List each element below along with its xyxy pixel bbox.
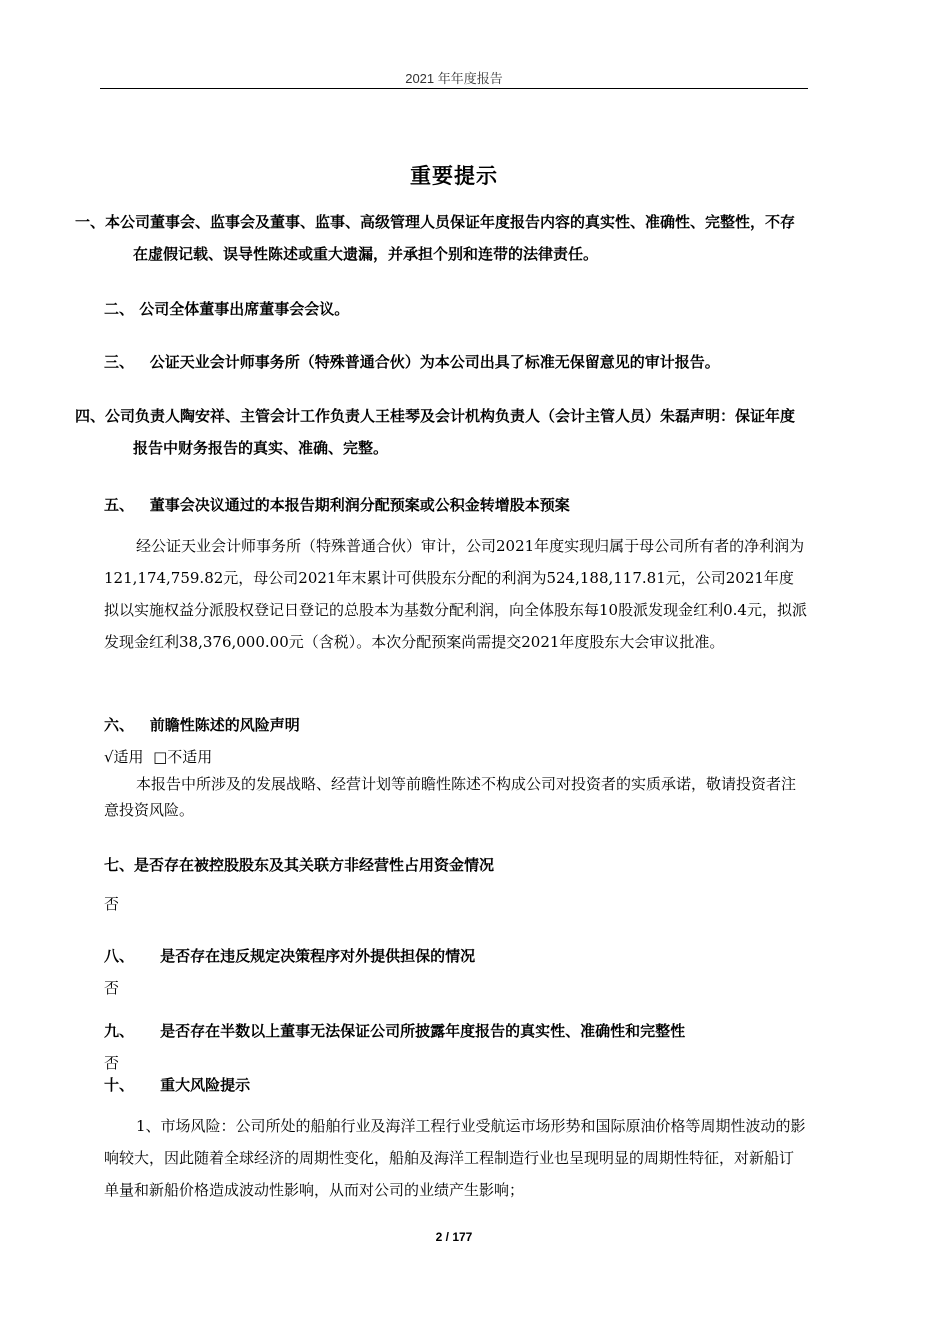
section-6-text: 前瞻性陈述的风险声明 bbox=[149, 716, 300, 734]
page-title: 重要提示 bbox=[410, 163, 498, 188]
section-6-number: 六、 bbox=[104, 716, 135, 734]
section-1-number: 一、 bbox=[75, 213, 106, 231]
section-7-number: 七、 bbox=[104, 856, 135, 874]
section-10-text: 重大风险提示 bbox=[160, 1076, 251, 1094]
section-7-text: 是否存在被控股股东及其关联方非经营性占用资金情况 bbox=[134, 856, 495, 874]
section-8-text: 是否存在违反规定决策程序对外提供担保的情况 bbox=[160, 947, 476, 965]
section-8-answer: 否 bbox=[104, 979, 120, 997]
section-5-number: 五、 bbox=[104, 496, 135, 514]
section-2-text: 公司全体董事出席董事会会议。 bbox=[139, 300, 350, 318]
section-5-text: 董事会决议通过的本报告期利润分配预案或公积金转增股本预案 bbox=[149, 496, 570, 514]
section-6-body: 本报告中所涉及的发展战略、经营计划等前瞻性陈述不构成公司对投资者的实质承诺，敬请投资者注意投资风险。 bbox=[104, 775, 797, 819]
section-3-number: 三、 bbox=[104, 353, 135, 371]
section-10-body: 1、市场风险：公司所处的船舶行业及海洋工程行业受航运市场形势和国际原油价格等周期性波动的影响较大，因此随着全球经济的周期性变化，船舶及海洋工程制造行业也呈现明显的周期性特征，对新船订单量和新船价格造成波动性影响，从而对公司的业绩产生影响； bbox=[104, 1117, 806, 1199]
header-rule bbox=[100, 88, 808, 89]
section-7 bbox=[104, 849, 808, 881]
section-3-text: 公证天业会计师事务所（特殊普通合伙）为本公司出具了标准无保留意见的审计报告。 bbox=[149, 353, 720, 371]
running-header: 2021 年年度报告 bbox=[405, 71, 503, 86]
section-9-text: 是否存在半数以上董事无法保证公司所披露年度报告的真实性、准确性和完整性 bbox=[160, 1022, 686, 1040]
section-4 bbox=[75, 400, 808, 464]
not-applicable-check: □不适用 bbox=[153, 748, 213, 766]
section-1 bbox=[75, 206, 808, 270]
section-4-number: 四、 bbox=[75, 407, 106, 425]
section-9-answer: 否 bbox=[104, 1054, 120, 1072]
section-5 bbox=[104, 489, 808, 521]
section-8-number: 八、 bbox=[104, 947, 135, 965]
page-number: 2 / 177 bbox=[435, 1230, 473, 1244]
section-1-text: 本公司董事会、监事会及董事、监事、高级管理人员保证年度报告内容的真实性、准确性、完整性，不存在虚假记载、误导性陈述或重大遗漏，并承担个别和连带的法律责任。 bbox=[105, 213, 796, 263]
section-9-number: 九、 bbox=[104, 1022, 135, 1040]
section-3 bbox=[104, 346, 808, 378]
section-2 bbox=[104, 293, 808, 325]
applicable-check: √适用 bbox=[104, 748, 144, 766]
section-9 bbox=[104, 1015, 808, 1047]
section-2-number: 二、 bbox=[104, 300, 135, 318]
section-10-number: 十、 bbox=[104, 1076, 135, 1094]
applicability-options bbox=[104, 746, 212, 768]
section-4-text: 公司负责人陶安祥、主管会计工作负责人王桂琴及会计机构负责人（会计主管人员）朱磊声明：保证年度报告中财务报告的真实、准确、完整。 bbox=[105, 407, 796, 457]
section-5-body: 经公证天业会计师事务所（特殊普通合伙）审计，公司2021年度实现归属于母公司所有者的净利润为121,174,759.82元，母公司2021年末累计可供股东分配的利润为524,188,117.81元，公司2021年度拟以实施权益分派股权登记日登记的总股本为基数分配利润，向全体股东每10股派发现金红利0.4元，拟派发现金红利38,376,000.00元（含税）。本次分配预案尚需提交2021年度股东大会审议批准。 bbox=[104, 537, 807, 651]
section-8 bbox=[104, 940, 808, 972]
section-6 bbox=[104, 709, 808, 741]
section-10 bbox=[104, 1069, 808, 1101]
section-7-answer: 否 bbox=[104, 895, 120, 913]
